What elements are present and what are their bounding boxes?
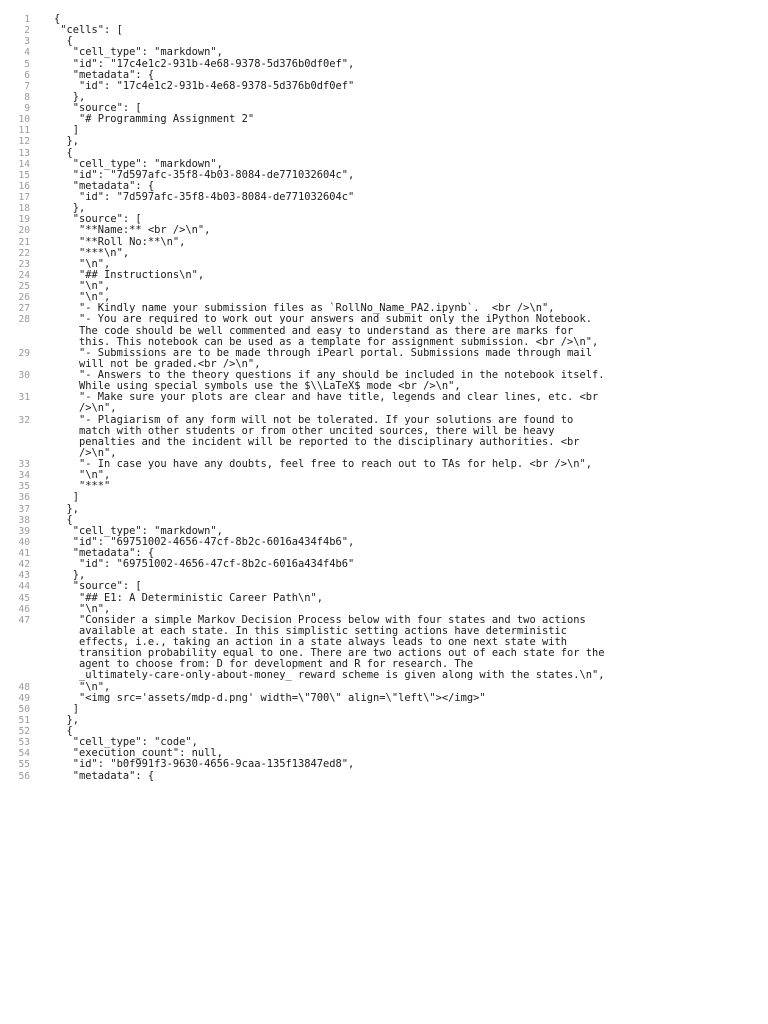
line-source: "Consider a simple Markov Decision Process below with four states and two actions available at each state. In this simplistic setting actions have deterministic effects, i.e., taking an action in a state always leads to one next state with transition probability equal to one. There are two actions out of each state for the agent to choose from: D for development and R for research. The _ultimately-care-only-about-money_ reward scheme is given along with the states.\n", <box>79 613 605 682</box>
line-number: 4 <box>24 47 30 59</box>
line-source: "cell_type": "markdown", <box>54 46 223 59</box>
line-source: { <box>54 35 73 48</box>
code-line <box>0 348 768 370</box>
code-line <box>0 581 768 592</box>
code-line <box>0 125 768 136</box>
line-number: 50 <box>18 703 30 715</box>
line-source: "metadata": { <box>54 769 155 782</box>
line-number: 29 <box>18 347 30 359</box>
line-number: 27 <box>18 303 30 315</box>
line-source: "id": "7d597afc-35f8-4b03-8084-de771032604c" <box>54 191 355 203</box>
line-source: { <box>54 146 73 159</box>
line-source: "id": "17c4e1c2-931b-4e68-9378-5d376b0df0ef" <box>54 79 355 92</box>
line-source: "metadata": { <box>54 179 155 192</box>
line-source: }, <box>54 135 80 148</box>
line-number: 53 <box>18 737 30 749</box>
line-source: "id": "b0f991f3-9630-4656-9caa-135f13847ed8", <box>54 758 355 771</box>
line-number: 46 <box>18 603 30 615</box>
code-line <box>0 281 768 292</box>
code-line <box>0 225 768 236</box>
line-number: 10 <box>18 114 30 126</box>
code-line <box>0 771 768 782</box>
line-source: "cell_type": "code", <box>54 736 198 749</box>
line-source: "\n", <box>54 602 111 615</box>
line-source: "- You are required to work out your answers and submit only the iPython Notebook. The code should be well commented and easy to understand as there are marks for this. This notebook can be used as a template for assignment submission. <br />\n", <box>79 313 599 348</box>
line-number: 34 <box>18 470 30 482</box>
code-line <box>0 248 768 259</box>
line-source: "- Make sure your plots are clear and have title, legends and clear lines, etc. <br />\n", <box>79 391 599 415</box>
line-source: { <box>54 725 73 737</box>
code-line <box>0 615 768 682</box>
line-source: "- In case you have any doubts, feel free to reach out to TAs for help. <br />\n", <box>54 458 592 470</box>
line-source: "## E1: A Deterministic Career Path\n", <box>54 591 324 604</box>
code-line <box>0 314 768 347</box>
code-line <box>0 415 768 460</box>
line-number: 44 <box>18 581 30 593</box>
code-line <box>0 504 768 515</box>
line-source: "metadata": { <box>54 68 155 81</box>
line-number: 19 <box>18 214 30 226</box>
code-viewer <box>0 14 768 782</box>
line-source: "- Kindly name your submission files as `RollNo_Name_PA2.ipynb`. <br />\n", <box>54 302 555 315</box>
line-number: 18 <box>18 203 30 215</box>
line-source: "source": [ <box>54 102 142 114</box>
line-number: 55 <box>18 759 30 771</box>
line-number: 12 <box>18 136 30 148</box>
line-number: 40 <box>18 536 30 548</box>
line-number: 31 <box>18 392 30 404</box>
line-source: "***\n", <box>54 246 130 259</box>
line-number: 35 <box>18 481 30 493</box>
line-source: "- Answers to the theory questions if any should be included in the notebook itself. While using special symbols use the $\\LaTeX$ mode <br />\n", <box>79 369 605 393</box>
line-source: "id": "69751002-4656-47cf-8b2c-6016a434f4b6" <box>54 558 355 571</box>
line-number: 3 <box>24 36 30 48</box>
line-number: 56 <box>18 770 30 782</box>
line-number: 9 <box>24 103 30 114</box>
line-number: 24 <box>18 269 30 281</box>
line-source: "source": [ <box>54 580 142 593</box>
line-source: "\n", <box>54 291 111 304</box>
line-source: "- Submissions are to be made through iPearl portal. Submissions made through mail will not be graded.<br />\n", <box>79 346 592 370</box>
line-source: "cells": [ <box>54 24 123 37</box>
line-source: }, <box>54 90 86 103</box>
line-source: "- Plagiarism of any form will not be tolerated. If your solutions are found to match with other students or from other uncited sources, there will be heavy penalties and the incident will be reported to the disciplinary authorities. <br />\n", <box>79 413 580 459</box>
line-number: 33 <box>18 459 30 470</box>
line-source: "\n", <box>54 680 111 693</box>
code-line <box>0 470 768 481</box>
code-line <box>0 459 768 470</box>
code-line <box>0 47 768 58</box>
line-number: 41 <box>18 548 30 559</box>
code-line <box>0 759 768 770</box>
line-number: 37 <box>18 503 30 515</box>
line-number: 8 <box>24 91 30 103</box>
line-number: 38 <box>18 514 30 526</box>
code-line <box>0 237 768 248</box>
line-source: }, <box>54 713 80 726</box>
line-number: 11 <box>18 125 30 137</box>
line-source: "metadata": { <box>54 547 155 559</box>
code-line <box>0 481 768 492</box>
line-number: 42 <box>18 559 30 571</box>
line-number: 54 <box>18 748 30 760</box>
line-source: "## Instructions\n", <box>54 268 205 281</box>
code-line <box>0 559 768 570</box>
line-number: 45 <box>18 592 30 604</box>
line-number: 47 <box>18 614 30 626</box>
line-number: 43 <box>18 570 30 582</box>
code-line <box>0 81 768 92</box>
code-line <box>0 148 768 159</box>
code-line <box>0 704 768 715</box>
line-number: 48 <box>18 681 30 693</box>
line-number: 51 <box>18 714 30 726</box>
line-source: ] <box>54 491 80 504</box>
line-number: 30 <box>18 370 30 381</box>
line-number: 39 <box>18 525 30 537</box>
code-line <box>0 370 768 392</box>
line-number: 7 <box>24 80 30 92</box>
line-source: "cell_type": "markdown", <box>54 524 223 537</box>
line-source: "cell_type": "markdown", <box>54 157 223 170</box>
line-source: "execution_count": null, <box>54 747 223 760</box>
line-number: 25 <box>18 281 30 292</box>
line-number: 36 <box>18 492 30 504</box>
line-source: "<img src='assets/mdp-d.png' width=\"700\" align=\"left\"></img>" <box>54 691 486 704</box>
code-line <box>0 59 768 70</box>
line-number: 23 <box>18 258 30 270</box>
code-line <box>0 270 768 281</box>
line-number: 13 <box>18 147 30 159</box>
line-number: 15 <box>18 169 30 181</box>
line-number: 1 <box>24 14 30 25</box>
line-number: 22 <box>18 247 30 259</box>
line-source: ] <box>54 124 80 137</box>
line-source: "***" <box>54 480 111 493</box>
line-number: 28 <box>18 314 30 326</box>
line-source: "**Roll No:**\n", <box>54 235 186 248</box>
line-number: 21 <box>18 236 30 248</box>
line-number: 6 <box>24 69 30 81</box>
line-source: }, <box>54 202 86 215</box>
line-source: "id": "17c4e1c2-931b-4e68-9378-5d376b0df0ef", <box>54 57 355 70</box>
code-line <box>0 192 768 203</box>
line-number: 14 <box>18 158 30 170</box>
line-source: "\n", <box>54 280 111 292</box>
line-source: "**Name:** <br />\n", <box>54 224 211 237</box>
line-source: ] <box>54 702 80 715</box>
code-line <box>0 136 768 147</box>
line-source: { <box>54 13 61 25</box>
line-source: "\n", <box>54 469 111 482</box>
line-number: 49 <box>18 692 30 704</box>
line-number: 26 <box>18 292 30 304</box>
code-line <box>0 25 768 36</box>
line-number: 52 <box>18 726 30 737</box>
line-source: "source": [ <box>54 213 142 226</box>
line-source: { <box>54 513 73 526</box>
line-number: 20 <box>18 225 30 237</box>
code-line <box>0 392 768 414</box>
code-line <box>0 682 768 693</box>
code-line <box>0 492 768 503</box>
code-line <box>0 114 768 125</box>
line-number: 5 <box>24 58 30 70</box>
line-source: "\n", <box>54 257 111 270</box>
line-source: "# Programming Assignment 2" <box>54 113 255 126</box>
line-source: }, <box>54 502 80 515</box>
line-source: "id": "69751002-4656-47cf-8b2c-6016a434f4b6", <box>54 535 355 548</box>
line-number: 17 <box>18 192 30 203</box>
line-number: 32 <box>18 414 30 426</box>
line-source: }, <box>54 569 86 582</box>
line-number: 2 <box>24 25 30 37</box>
code-line <box>0 715 768 726</box>
code-line <box>0 693 768 704</box>
code-line <box>0 593 768 604</box>
line-source: "id": "7d597afc-35f8-4b03-8084-de771032604c", <box>54 168 355 181</box>
line-number: 16 <box>18 180 30 192</box>
